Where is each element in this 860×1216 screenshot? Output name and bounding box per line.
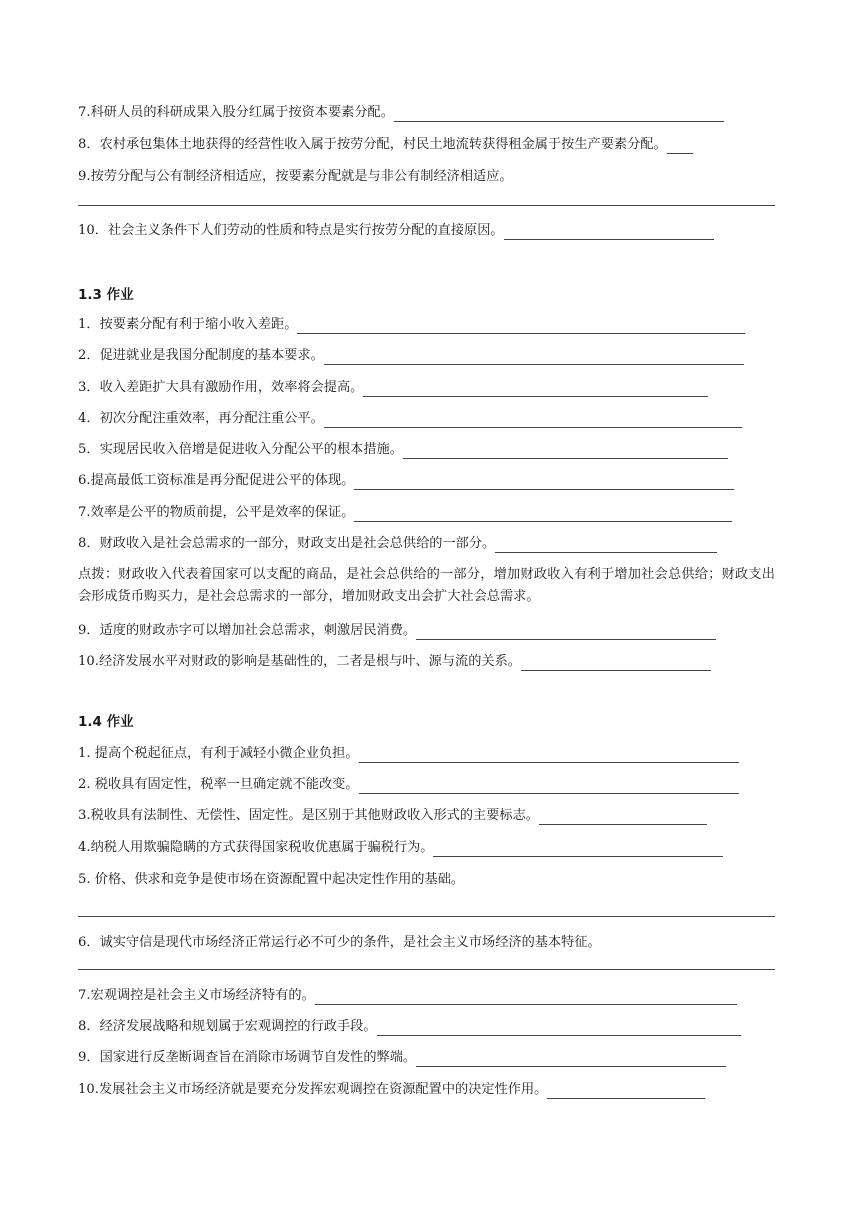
statement-prev-8 [78,136,775,154]
statement-1-4-8 [78,1018,775,1036]
answer-blank[interactable] [324,413,742,428]
answer-blank[interactable] [495,538,717,553]
answer-line[interactable] [78,969,775,970]
statement-1-3-6 [78,472,775,490]
answer-blank[interactable] [416,625,716,640]
statement-text: 3．收入差距扩大具有激励作用，效率将会提高。 [78,380,364,395]
statement-text: 7.科研人员的科研成果入股分红属于按资本要素分配。 [78,105,394,120]
answer-blank[interactable] [521,656,711,671]
statement-text: 9．国家进行反垄断调查旨在消除市场调节自发性的弊端。 [78,1050,417,1065]
statement-1-4-7 [78,987,775,1005]
answer-blank[interactable] [547,1084,705,1099]
statement-prev-7 [78,104,775,122]
statement-1-3-2 [78,347,775,365]
statement-text: 10.经济发展水平对财政的影响是基础性的，二者是根与叶、源与流的关系。 [78,654,521,669]
answer-blank[interactable] [539,810,707,825]
answer-line[interactable] [78,916,775,917]
statement-text: 7.宏观调控是社会主义市场经济特有的。 [78,988,315,1003]
statement-text: 6．诚实守信是现代市场经济正常运行必不可少的条件，是社会主义市场经济的基本特征。 [78,935,601,950]
statement-text: 5. 价格、供求和竞争是使市场在资源配置中起决定性作用的基础。 [78,872,465,887]
answer-blank[interactable] [354,475,734,490]
statement-text: 7.效率是公平的物质前提，公平是效率的保证。 [78,505,355,520]
statement-1-4-2 [78,776,775,794]
answer-blank[interactable] [359,748,739,763]
statement-1-3-9 [78,622,775,640]
answer-blank[interactable] [359,779,739,794]
answer-blank[interactable] [416,1052,726,1067]
statement-text: 4．初次分配注重效率，再分配注重公平。 [78,411,324,426]
section-heading-1-3: 1.3 作业 [78,287,134,303]
statement-1-3-1 [78,316,775,334]
statement-1-3-5 [78,441,775,459]
answer-blank[interactable] [354,507,732,522]
answer-blank[interactable] [315,990,737,1005]
statement-1-4-9 [78,1049,775,1067]
statement-1-4-5 [78,871,775,889]
statement-text: 10．社会主义条件下人们劳动的性质和特点是实行按劳分配的直接原因。 [78,223,504,238]
answer-blank[interactable] [403,444,728,459]
statement-1-3-7 [78,504,775,522]
statement-prev-10 [78,222,775,240]
statement-text: 2. 税收具有固定性，税率一旦确定就不能改变。 [78,777,359,792]
statement-text: 4.纳税人用欺骗隐瞒的方式获得国家税收优惠属于骗税行为。 [78,840,434,855]
statement-text: 9．适度的财政赤字可以增加社会总需求，刺激居民消费。 [78,623,417,638]
statement-1-4-6 [78,934,775,952]
answer-blank[interactable] [324,350,744,365]
answer-line[interactable] [78,205,775,206]
statement-1-3-8 [78,535,775,553]
statement-text: 8．农村承包集体土地获得的经营性收入属于按劳分配，村民土地流转获得租金属于按生产要素分配。 [78,137,667,152]
statement-text: 9.按劳分配与公有制经济相适应，按要素分配就是与非公有制经济相适应。 [78,169,513,184]
hint-note: 点拨：财政收入代表着国家可以支配的商品，是社会总供给的一部分，增加财政收入有利于增加社会总供给；财政支出会形成货币购买力，是社会总需求的一部分，增加财政支出会扩大社会总需求。 [78,567,775,604]
statement-1-4-4 [78,839,775,857]
statement-text: 6.提高最低工资标准是再分配促进公平的体现。 [78,473,355,488]
answer-blank[interactable] [297,319,745,334]
answer-blank[interactable] [667,139,693,154]
statement-1-4-1 [78,745,775,763]
statement-1-3-4 [78,410,775,428]
answer-blank[interactable] [377,1021,741,1036]
statement-text: 2．促进就业是我国分配制度的基本要求。 [78,348,324,363]
statement-1-3-10 [78,653,775,671]
statement-text: 1．按要素分配有利于缩小收入差距。 [78,317,298,332]
statement-text: 3.税收具有法制性、无偿性、固定性。是区别于其他财政收入形式的主要标志。 [78,808,539,823]
statement-text: 5．实现居民收入倍增是促进收入分配公平的根本措施。 [78,442,403,457]
statement-1-4-10 [78,1081,775,1099]
statement-prev-9 [78,168,775,186]
section-heading-1-4: 1.4 作业 [78,714,134,730]
statement-text: 10.发展社会主义市场经济就是要充分发挥宏观调控在资源配置中的决定性作用。 [78,1082,548,1097]
statement-text: 1. 提高个税起征点，有利于减轻小微企业负担。 [78,746,359,761]
statement-text: 8．财政收入是社会总需求的一部分，财政支出是社会总供给的一部分。 [78,536,496,551]
answer-blank[interactable] [394,107,724,122]
answer-blank[interactable] [504,225,714,240]
statement-text: 8．经济发展战略和规划属于宏观调控的行政手段。 [78,1019,377,1034]
answer-blank[interactable] [433,842,723,857]
statement-1-3-3 [78,379,775,397]
statement-1-4-3 [78,807,775,825]
answer-blank[interactable] [363,382,708,397]
